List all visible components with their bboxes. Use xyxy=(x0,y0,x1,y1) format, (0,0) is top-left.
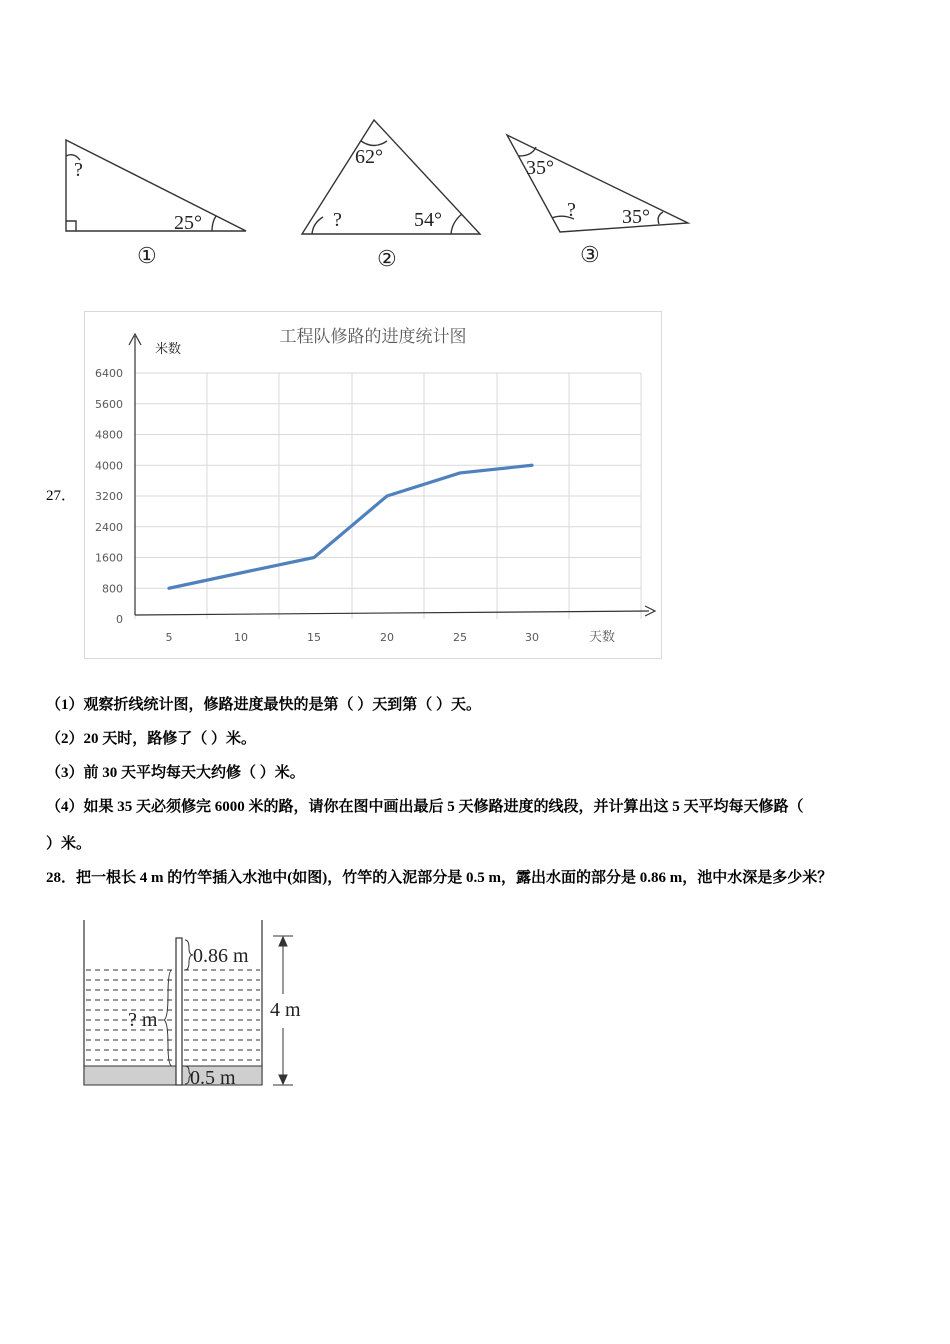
q27-sub-2: （2）20 天时，路修了（ ）米。 xyxy=(46,731,257,747)
x-tick-label: 25 xyxy=(453,631,467,644)
y-tick-label: 2400 xyxy=(95,520,123,534)
data-point xyxy=(387,496,388,497)
tri2-number: ② xyxy=(377,246,397,271)
y-axis-label: 米数 xyxy=(155,342,182,357)
tri2-left-angle: ? xyxy=(333,209,342,231)
tri3-right-angle: 35° xyxy=(622,206,650,228)
x-tick-label: 20 xyxy=(380,631,394,644)
y-tick-label: 5600 xyxy=(95,397,123,411)
x-tick-label: 15 xyxy=(307,631,321,644)
data-point xyxy=(314,557,315,558)
data-point xyxy=(241,572,242,573)
tri1-top-angle: ? xyxy=(74,159,83,181)
tri2-right-angle: 54° xyxy=(414,209,442,231)
y-tick-label: 800 xyxy=(102,582,123,596)
exposed-length-label: 0.86 m xyxy=(193,945,249,967)
x-tick-label: 5 xyxy=(165,631,173,644)
triangles-figure xyxy=(0,0,950,280)
tri3-top-angle: 35° xyxy=(526,157,554,179)
x-axis xyxy=(135,611,649,615)
y-tick-label: 1600 xyxy=(95,551,123,565)
q27-sub-3: （3）前 30 天平均每天大约修（ ）米。 xyxy=(46,765,305,781)
tri1-number: ① xyxy=(137,243,157,268)
chart-title: 工程队修路的进度统计图 xyxy=(279,327,467,347)
tri3-number: ③ xyxy=(580,242,600,267)
y-tick-label: 3200 xyxy=(95,490,123,503)
total-length-label: 4 m xyxy=(270,999,301,1021)
q27-sub-4-cont: ）米。 xyxy=(46,836,92,852)
x-axis-label: 天数 xyxy=(589,630,616,645)
data-point xyxy=(169,588,170,589)
question-27-number: 27． xyxy=(46,488,77,504)
y-tick-label: 0 xyxy=(116,613,123,626)
x-tick-label: 30 xyxy=(525,631,539,644)
data-point xyxy=(460,472,461,473)
pool-diagram xyxy=(0,900,360,1100)
mud-length-label: 0.5 m xyxy=(190,1067,236,1089)
tri2-top-angle: 62° xyxy=(355,146,383,168)
y-tick-label: 6400 xyxy=(95,367,123,380)
question-28-text: 28．把一根长 4 m 的竹竿插入水池中(如图)，竹竿的入泥部分是 0.5 m，露出水面的部分是 0.86 m，池中水深是多少米？ xyxy=(46,870,833,886)
tri3-bottom-angle: ? xyxy=(567,199,576,221)
q27-sub-4: （4）如果 35 天必须修完 6000 米的路，请你在图中画出最后 5 天修路进度的线段，并计算出这 5 天平均每天修路（ xyxy=(46,799,804,815)
y-tick-label: 4800 xyxy=(95,428,123,442)
q27-sub-1: （1）观察折线统计图，修路进度最快的是第（ ）天到第（ ）天。 xyxy=(46,697,482,713)
tri1-right-angle: 25° xyxy=(174,212,202,234)
progress-line-chart xyxy=(84,311,662,659)
water-depth-label: ? m xyxy=(128,1009,158,1031)
chart-svg xyxy=(85,312,661,658)
data-point xyxy=(532,465,533,466)
y-tick-label: 4000 xyxy=(95,459,123,473)
x-tick-label: 10 xyxy=(234,631,248,644)
